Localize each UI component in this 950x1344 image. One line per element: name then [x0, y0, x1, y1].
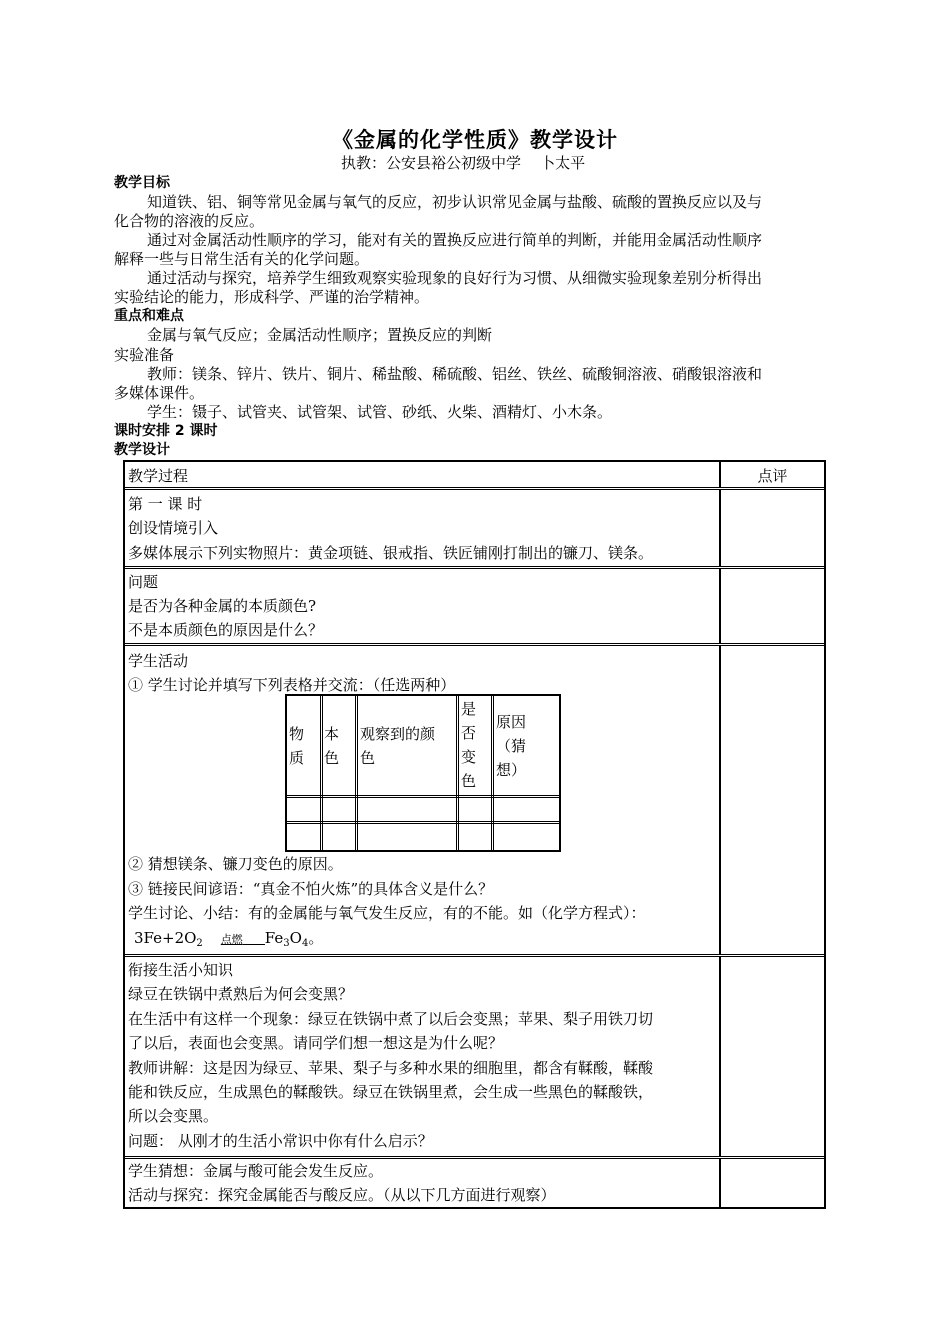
inner-header-substance: 物 质 — [289, 725, 305, 767]
row-text: 学生活动 — [128, 652, 189, 670]
schedule-line: 课时安排 2 课时 — [114, 423, 218, 439]
row-text: 教师讲解：这是因为绿豆、苹果、梨子与多种水果的细胞里，都含有鞣酸，鞣酸 — [128, 1059, 654, 1077]
inner-row-divider — [287, 821, 559, 824]
objective-text: 化合物的溶液的反应。 — [114, 212, 265, 230]
lesson-table — [123, 460, 826, 1209]
row-text: 多媒体展示下列实物照片：黄金项链、银戒指、铁匠铺刚打制出的镰刀、镁条。 — [128, 544, 654, 562]
objective-text: 知道铁、铝、铜等常见金属与氧气的反应，初步认识常见金属与盐酸、硫酸的置换反应以及与 — [147, 193, 763, 211]
column-divider — [719, 646, 721, 954]
inner-divider — [456, 696, 459, 850]
eq-end: 。 — [308, 929, 324, 947]
table-row — [125, 957, 824, 1159]
inner-row-divider — [287, 795, 559, 798]
eq-subscript: 2 — [196, 938, 203, 949]
chemical-equation — [134, 926, 323, 957]
table-row — [125, 569, 824, 646]
row-text: 不是本质颜色的原因是什么？ — [128, 621, 324, 639]
eq-reactants: 3Fe+2O — [134, 929, 197, 947]
prep-teacher: 多媒体课件。 — [114, 384, 205, 402]
row-text: ① 学生讨论并填写下列表格并交流：（任选两种） — [128, 676, 456, 694]
inner-header-color: 本 色 — [324, 725, 340, 767]
prep-student: 学生：镊子、试管夹、试管架、试管、砂纸、火柴、酒精灯、小木条。 — [147, 403, 613, 421]
eq-condition: 点燃 — [220, 933, 243, 946]
document-title: 《金属的化学性质》教学设计 — [332, 128, 618, 152]
author-line: 执教：公安县裕公初级中学 卜太平 — [341, 154, 586, 172]
column-divider — [719, 957, 721, 1156]
header-process: 教学过程 — [128, 467, 189, 485]
table-row — [125, 646, 824, 957]
prep-teacher: 教师：镁条、锌片、铁片、铜片、稀盐酸、稀硫酸、铝丝、铁丝、硫酸铜溶液、硝酸银溶液和 — [147, 365, 763, 383]
row-text: 问题 — [128, 573, 159, 591]
objective-text: 实验结论的能力，形成科学、严谨的治学精神。 — [114, 288, 430, 306]
eq-subscript: 4 — [301, 938, 309, 949]
inner-divider — [320, 696, 323, 850]
objective-text: 通过活动与探究，培养学生细致观察实验现象的良好行为习惯、从细微实验现象差别分析得出 — [147, 269, 763, 287]
inner-divider — [355, 696, 358, 850]
inner-header-observed: 观察到的颜 色 — [360, 725, 436, 767]
eq-product: Fe — [264, 929, 284, 947]
objectives-heading: 教学目标 — [114, 175, 170, 191]
row-text: 所以会变黑。 — [128, 1107, 219, 1125]
inner-header-reason: 原因 （猜 想） — [496, 713, 527, 779]
objective-text: 通过对金属活动性顺序的学习，能对有关的置换反应进行简单的判断，并能用金属活动性顺序 — [147, 231, 763, 249]
observation-table — [285, 694, 561, 852]
header-comment: 点评 — [757, 467, 788, 485]
keypoints-heading: 重点和难点 — [114, 308, 184, 324]
row-text: ③ 链接民间谚语：“真金不怕火炼”的具体含义是什么？ — [128, 880, 494, 898]
row-text: 是否为各种金属的本质颜色? — [128, 597, 317, 615]
column-divider — [719, 490, 721, 566]
row-text: 在生活中有这样一个现象：绿豆在铁锅中煮了以后会变黑；苹果、梨子用铁刀切 — [128, 1010, 654, 1028]
table-row — [125, 1159, 824, 1207]
row-text: 创设情境引入 — [128, 519, 219, 537]
row-text: 学生讨论、小结：有的金属能与氧气发生反应，有的不能。如（化学方程式）： — [128, 904, 646, 922]
table-header-row — [125, 462, 824, 490]
objective-text: 解释一些与日常生活有关的化学问题。 — [114, 250, 370, 268]
design-heading: 教学设计 — [114, 442, 170, 458]
eq-subscript: 3 — [283, 938, 290, 949]
row-text: 问题： 从刚才的生活小常识中你有什么启示？ — [128, 1132, 433, 1150]
prep-heading: 实验准备 — [114, 346, 175, 364]
row-text: 绿豆在铁锅中煮熟后为何会变黑？ — [128, 985, 354, 1003]
inner-header-changed: 是 否 变 色 — [461, 700, 477, 790]
table-row — [125, 490, 824, 569]
row-text: 第 一 课 时 — [128, 495, 203, 513]
row-text: ② 猜想镁条、镰刀变色的原因。 — [128, 855, 343, 873]
row-text: 学生猜想：金属与酸可能会发生反应。 — [128, 1162, 384, 1180]
column-divider — [719, 1159, 721, 1207]
eq-product: O — [289, 929, 302, 947]
row-text: 了以后，表面也会变黑。请同学们想一想这是为什么呢？ — [128, 1034, 504, 1052]
row-text: 活动与探究：探究金属能否与酸反应。（从以下几方面进行观察） — [128, 1186, 556, 1204]
row-text: 衔接生活小知识 — [128, 961, 234, 979]
row-text: 能和铁反应，生成黑色的鞣酸铁。绿豆在铁锅里煮，会生成一些黑色的鞣酸铁， — [128, 1083, 654, 1101]
keypoints-text: 金属与氧气反应；金属活动性顺序；置换反应的判断 — [147, 326, 493, 344]
inner-divider — [491, 696, 494, 850]
column-divider — [719, 569, 721, 643]
